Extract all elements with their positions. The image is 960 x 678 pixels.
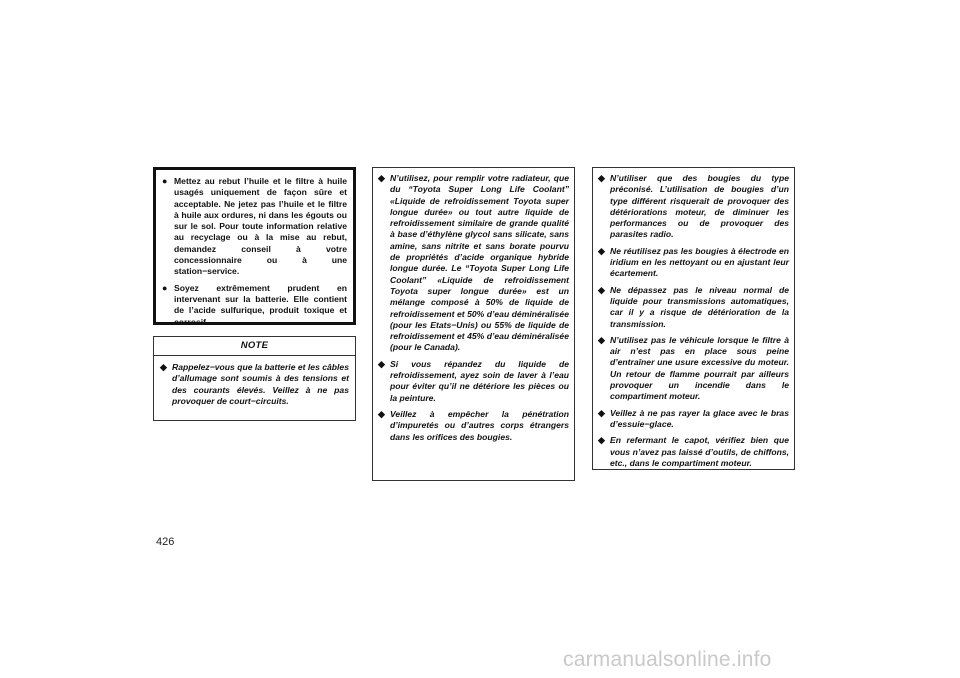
diamond-bullet-icon: ◆ (378, 173, 385, 183)
caution-item (598, 435, 789, 469)
caution-item-text: Veillez à ne pas rayer la glace avec le bras d’essuie−glace. (610, 407, 789, 429)
caution-item (378, 409, 569, 443)
coolant-list (378, 173, 569, 443)
caution-item-text: N’utilisez pas le véhicule lorsque le filtre à air n’est pas en place sous peine d’entraîner une usure excessive du moteur. Un retour de flamme pourrait par ailleurs provoquer un incendie dans le compartiment moteur. (610, 334, 789, 402)
caution-box-engine (592, 167, 795, 470)
warning-item-text: Mettez au rebut l’huile et le filtre à huile usagés uniquement de façon sûre et acceptable. Ne jetez pas l’huile et le filtre à huile aux ordures, ni dans les égouts ou sur le sol. Pour toute information relative au recyclage ou à la mise au rebut, demandez conseil à votre concessionnaire ou à une station−service. (174, 176, 347, 277)
caution-item-text: N’utilisez, pour remplir votre radiateur, que du “Toyota Super Long Life Coolant” «Liquide de refroidissement Toyota super longue durée» ou tout autre liquide de refroidissement similaire de grande qualité à base d’éthylène glycol sans silicate, sans amine, sans nitrite et sans borate pourvu de propriétés d’acide organique hybride longue durée. Le “Toyota Super Long Life Coolant” «Liquide de refroidissement Toyota super longue durée» est un mélange composé à 50% de liquide de refroidissement et 50% d’eau déminéralisée (pour les Etats−Unis) ou 55% de liquide de refroidissement et 45% d’eau déminéralisée (pour le Canada). (390, 173, 569, 353)
caution-item (598, 408, 789, 431)
note-body (154, 356, 355, 416)
caution-item (598, 285, 789, 330)
diamond-bullet-icon: ◆ (598, 435, 605, 446)
warning-item (162, 176, 347, 278)
caution-item-text: Si vous répandez du liquide de refroidissement, ayez soin de laver à l’eau pour éviter qu’il ne détériore les pièces ou la peinture. (390, 358, 569, 403)
caution-item (378, 359, 569, 404)
caution-item-text: Veillez à empêcher la pénétration d’impuretés ou d’autres corps étrangers dans les orifices des bougies. (390, 408, 569, 442)
caution-item-text: En refermant le capot, vérifiez bien que vous n’avez pas laissé d’outils, de chiffons, etc., dans le compartiment moteur. (610, 435, 789, 468)
watermark: carmanualsonline.info (563, 648, 772, 671)
engine-list (598, 173, 789, 469)
note-title: NOTE (154, 337, 355, 356)
diamond-bullet-icon: ◆ (598, 407, 605, 418)
page-number: 426 (156, 536, 175, 548)
caution-item-text: Ne dépassez pas le niveau normal de liquide pour transmissions automatiques, car il y a risque de détérioration de la transmission. (610, 284, 789, 329)
diamond-bullet-icon: ◆ (598, 245, 605, 256)
diamond-bullet-icon: ◆ (598, 334, 605, 345)
note-item (160, 362, 349, 407)
caution-item (598, 173, 789, 241)
caution-item-text: N’utiliser que des bougies du type préconisé. L’utilisation de bougies d’un type différent risquerait de provoquer des détériorations moteur, de diminuer les performances ou de provoquer des parasites radio. (610, 173, 789, 240)
warning-item-text: Soyez extrêmement prudent en intervenant sur la batterie. Elle contient de l’acide sulfurique, produit toxique et corrosif. (174, 282, 347, 327)
warning-item (162, 283, 347, 328)
circle-bullet-icon: ● (162, 176, 168, 186)
caution-item (378, 173, 569, 354)
caution-item-text: Ne réutilisez pas les bougies à électrode en iridium en les nettoyant ou en ajustant leur écartement. (610, 245, 789, 279)
circle-bullet-icon: ● (162, 282, 168, 293)
note-item-text: Rappelez−vous que la batterie et les câbles d’allumage sont soumis à des tensions et des courants élevés. Veillez à ne pas provoquer de court−circuits. (172, 362, 349, 406)
caution-box-coolant (372, 167, 575, 481)
caution-item (598, 335, 789, 403)
warning-box (153, 167, 356, 325)
diamond-bullet-icon: ◆ (598, 173, 605, 183)
diamond-bullet-icon: ◆ (378, 358, 385, 369)
diamond-bullet-icon: ◆ (160, 362, 167, 372)
note-box (153, 336, 356, 421)
caution-item (598, 246, 789, 280)
warning-list (162, 176, 347, 328)
note-list (160, 362, 349, 407)
diamond-bullet-icon: ◆ (378, 408, 385, 419)
diamond-bullet-icon: ◆ (598, 284, 605, 295)
